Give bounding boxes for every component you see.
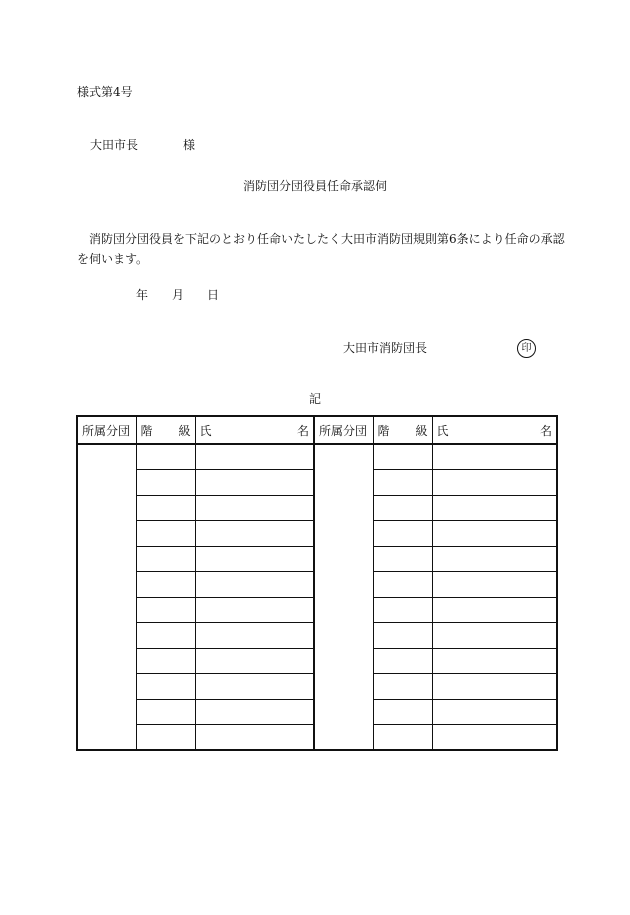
rank-cell-left — [136, 572, 195, 598]
honorific: 様 — [183, 138, 196, 152]
name-cell-right — [432, 623, 557, 649]
ki-heading: 記 — [308, 392, 321, 406]
header-rank-char1: 階 — [377, 423, 390, 438]
rank-cell-left — [136, 648, 195, 674]
name-cell-left — [195, 546, 314, 572]
date-day-label: 日 — [207, 288, 220, 302]
date-month-label: 月 — [172, 288, 185, 302]
name-cell-right — [432, 495, 557, 521]
affiliation-cell-left — [77, 444, 136, 750]
name-cell-right — [432, 648, 557, 674]
date-year-label: 年 — [136, 288, 149, 302]
header-affiliation-right: 所属分団 — [314, 416, 373, 444]
rank-cell-right — [373, 572, 432, 598]
rank-cell-right — [373, 470, 432, 496]
name-cell-right — [432, 546, 557, 572]
table-row — [77, 444, 557, 470]
rank-cell-right — [373, 699, 432, 725]
name-cell-left — [195, 521, 314, 547]
header-rank-left — [136, 416, 195, 444]
header-name-char2: 名 — [296, 423, 309, 438]
document-title: 消防団分団役員任命承認伺 — [242, 179, 387, 193]
officer-table-body — [77, 444, 557, 750]
name-cell-right — [432, 521, 557, 547]
rank-cell-right — [373, 546, 432, 572]
rank-cell-left — [136, 521, 195, 547]
rank-cell-left — [136, 546, 195, 572]
rank-cell-left — [136, 725, 195, 751]
name-cell-right — [432, 597, 557, 623]
rank-cell-left — [136, 444, 195, 470]
header-name-char1: 氏 — [436, 423, 449, 438]
name-cell-left — [195, 495, 314, 521]
header-name-char2: 名 — [539, 423, 552, 438]
name-cell-left — [195, 623, 314, 649]
rank-cell-left — [136, 623, 195, 649]
header-rank-right — [373, 416, 432, 444]
seal-icon: 印 — [517, 339, 536, 358]
name-cell-left — [195, 648, 314, 674]
header-rank-char1: 階 — [140, 423, 153, 438]
rank-cell-right — [373, 725, 432, 751]
name-cell-right — [432, 674, 557, 700]
name-cell-left — [195, 725, 314, 751]
name-cell-right — [432, 470, 557, 496]
body-text: 消防団分団役員を下記のとおり任命いたしたく大田市消防団規則第6条により任命の承認を伺います。 — [77, 232, 565, 266]
rank-cell-right — [373, 521, 432, 547]
name-cell-left — [195, 444, 314, 470]
form-number: 様式第4号 — [77, 85, 133, 99]
name-cell-right — [432, 572, 557, 598]
table-header-row — [77, 416, 557, 444]
name-cell-right — [432, 699, 557, 725]
rank-cell-right — [373, 674, 432, 700]
rank-cell-right — [373, 648, 432, 674]
rank-cell-right — [373, 495, 432, 521]
name-cell-left — [195, 572, 314, 598]
name-cell-left — [195, 470, 314, 496]
rank-cell-left — [136, 470, 195, 496]
rank-cell-left — [136, 674, 195, 700]
rank-cell-left — [136, 699, 195, 725]
name-cell-left — [195, 674, 314, 700]
name-cell-right — [432, 444, 557, 470]
header-name-char1: 氏 — [199, 423, 212, 438]
header-name-left — [195, 416, 314, 444]
affiliation-cell-right — [314, 444, 373, 750]
name-cell-right — [432, 725, 557, 751]
name-cell-left — [195, 699, 314, 725]
header-name-right — [432, 416, 557, 444]
rank-cell-right — [373, 444, 432, 470]
header-affiliation-left: 所属分団 — [77, 416, 136, 444]
header-rank-char2: 級 — [178, 423, 191, 438]
officer-table — [76, 415, 558, 751]
rank-cell-left — [136, 495, 195, 521]
issuer-name: 大田市消防団長 — [343, 341, 428, 355]
rank-cell-left — [136, 597, 195, 623]
name-cell-left — [195, 597, 314, 623]
header-rank-char2: 級 — [415, 423, 428, 438]
rank-cell-right — [373, 623, 432, 649]
addressee: 大田市長 — [90, 138, 139, 152]
rank-cell-right — [373, 597, 432, 623]
